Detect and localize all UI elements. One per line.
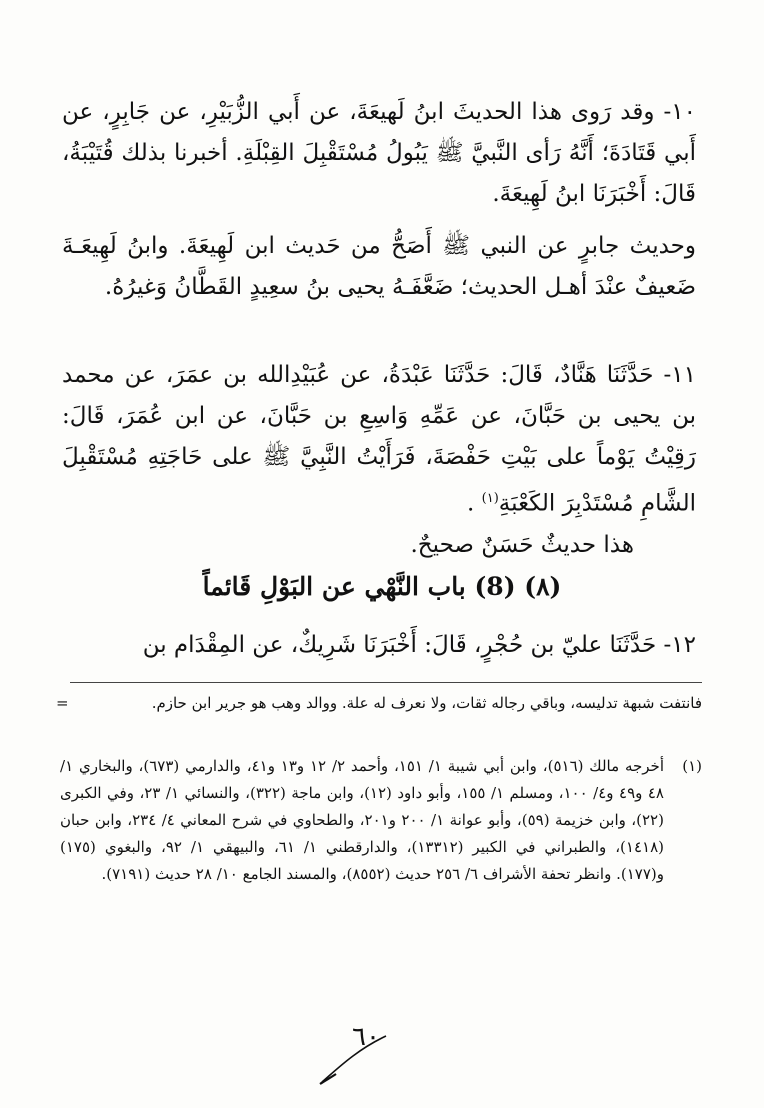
footnote-1-number: (١) bbox=[682, 757, 702, 775]
footnote-1 bbox=[60, 753, 702, 888]
footnote-continuation-text: فانتفت شبهة تدليسه، وباقي رجاله ثقات، ولا نعرف له علة. ووالد وهب هو جرير ابن حازم. bbox=[151, 694, 702, 712]
hadith-11-text: ١١- حَدَّثَنَا هَنَّادٌ، قَالَ: حَدَّثَنَا عَبْدَةُ، عن عُبَيْدِالله بن عمَرَ، عن محمد بن يحيى بن حَبَّانَ، عن عَمِّهِ وَاسِعِ بن حَبَّانَ، عن ابن عُمَرَ، قَالَ: رَقِيْتُ يَوْماً على بَيْتِ حَفْصَةَ، فَرَأَيْتُ النَّبِيَّ ﷺ على حَاجَتِهِ مُسْتَقْبِلَ الشَّامِ مُسْتَدْبِرَ الكَعْبَةِ bbox=[62, 362, 696, 517]
footnote-1-text: أخرجه مالك (٥١٦)، وابن أبي شيبة ١/ ١٥١، وأحمد ٢/ ١٢ و١٣ و٤١، والدارمي (٦٧٣)، والبخاري ١/ ٤٨ و٤٩ و٤/ ١٠٠، ومسلم ١/ ١٥٥، وأبو داود (١٢)، وابن ماجة (٣٢٢)، والنسائي ١/ ٢٣، وفي الكبرى (٢٢)، وابن خزيمة (٥٩)، وأبو عوانة ١/ ٢٠٠ و٢٠١، والطحاوي في شرح المعاني ٤/ ٢٣٤، وابن حبان (١٤١٨)، والطبراني في الكبير (١٣٣١٢)، والدارقطني ١/ ٦١، والبيهقي ١/ ٩٢، والبغوي (١٧٥) و(١٧٧). وانظر تحفة الأشراف ٦/ ٢٥٦ حديث (٨٥٥٢)، والمسند الجامع ١٠/ ٢٨ حديث (٧١٩١). bbox=[60, 757, 665, 883]
footnote-continuation bbox=[56, 690, 702, 717]
footnote-ref: (١) bbox=[481, 491, 499, 506]
hadith-11-end: . bbox=[467, 490, 482, 517]
page-number: ٦٠ bbox=[352, 1022, 380, 1052]
paragraph-hadith-10: ١٠- وقد رَوى هذا الحديثَ ابنُ لَهيعَةَ، عن أَبي الزُّبَيْرِ، عن جَابِرٍ، عن أَبي قَتَادَةَ؛ أَنَّهُ رَأى النَّبيَّ ﷺ يَبُولُ مُسْتَقْبِلَ القِبْلَةِ. أخبرنا بذلك قُتَيْبَةُ، قَالَ: أَخْبَرَنَا ابنُ لَهِيعَةَ. bbox=[62, 99, 696, 207]
page-flourish-icon bbox=[316, 1030, 396, 1090]
paragraph-commentary: وحديث جابرٍ عن النبي ﷺ أَصَحُّ من حَديث ابن لَهِيعَةَ. وابنُ لَهِيعَـةَ ضَعيفٌ عنْدَ أهـل الحديث؛ ضَعَّفَـهُ يحيى بنُ سعِيدٍ القَطَّانُ وَغيرُهُ. bbox=[62, 233, 696, 300]
chapter-heading: (٨) (8) باب النَّهْي عن البَوْلِ قَائماً bbox=[202, 572, 562, 601]
paragraph-grading: هذا حديثٌ حَسَنٌ صحيحٌ. bbox=[410, 532, 634, 558]
footnote-divider bbox=[70, 682, 702, 683]
paragraph-hadith-12: ١٢- حَدَّثَنَا عليّ بن حُجْرٍ، قَالَ: أَخْبَرَنَا شَرِيكٌ، عن المِقْدَام بن bbox=[142, 632, 696, 658]
paragraph-hadith-11 bbox=[62, 355, 696, 525]
continuation-mark: = bbox=[56, 694, 69, 712]
